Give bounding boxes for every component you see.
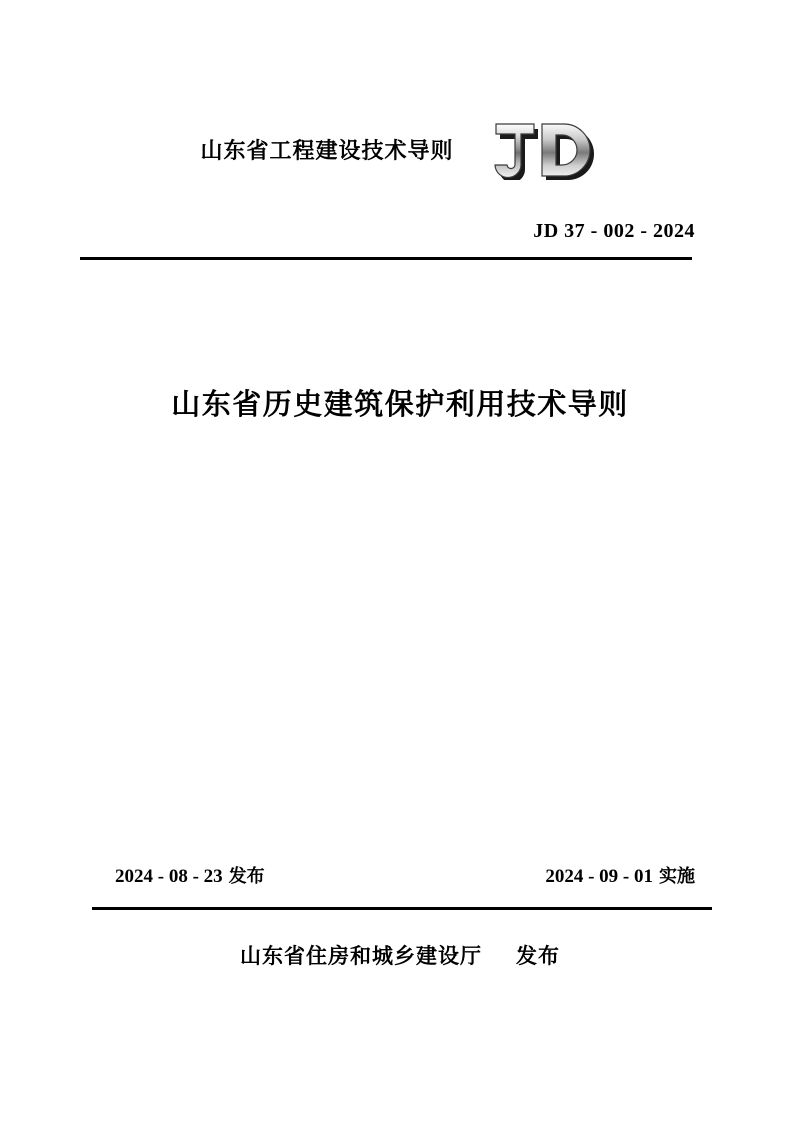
issue-date-group	[115, 862, 265, 888]
publisher-name: 山东省住房和城乡建设厅	[240, 945, 482, 968]
effective-date-group	[545, 862, 695, 888]
publisher-line	[0, 940, 800, 970]
page-title: 山东省历史建筑保护利用技术导则	[171, 389, 629, 421]
header-row	[0, 118, 800, 180]
series-title: 山东省工程建设技术导则	[200, 137, 454, 163]
effective-date: 2024 - 09 - 01	[545, 866, 653, 887]
effective-date-label: 实施	[659, 866, 695, 886]
dates-row	[0, 862, 800, 890]
standard-number: JD 37 - 002 - 2024	[533, 220, 695, 242]
issue-date: 2024 - 08 - 23	[115, 866, 223, 887]
issue-date-label: 发布	[228, 866, 265, 886]
publisher-verb: 发布	[516, 945, 560, 968]
bottom-divider	[92, 907, 712, 910]
top-divider	[80, 257, 692, 260]
jd-logo-icon	[480, 118, 600, 180]
